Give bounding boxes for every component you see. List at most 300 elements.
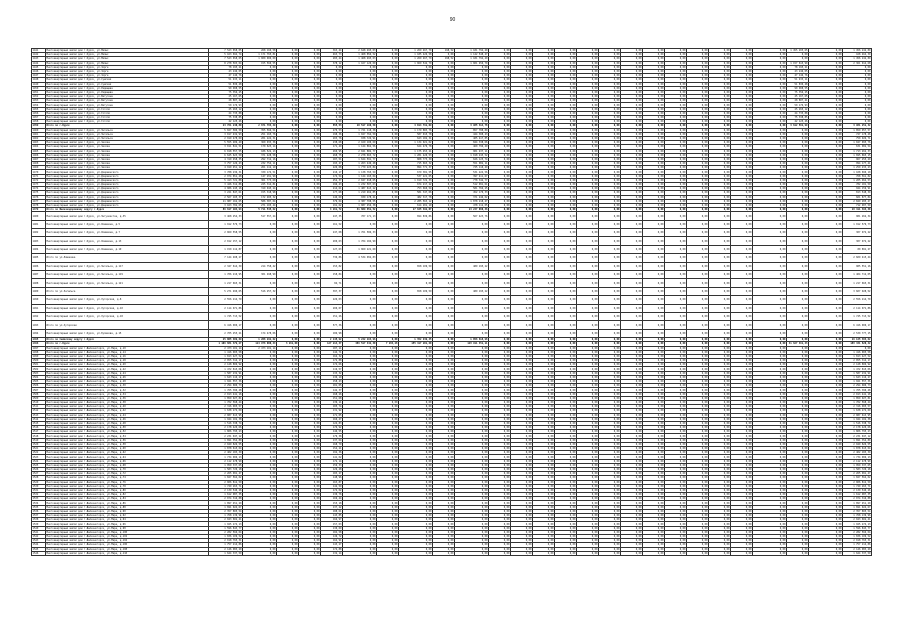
row-number-cell: 1452: [32, 95, 46, 99]
value-cell: 0,00: [599, 421, 621, 425]
value-cell: 0,00: [709, 463, 731, 467]
value-cell: 0,00: [787, 396, 809, 400]
value-cell: 188 431 820,42: [843, 342, 872, 346]
value-cell: 0,00: [709, 262, 731, 270]
value-cell: 1 263 449,48: [343, 162, 377, 166]
value-cell: 0,00: [687, 212, 709, 220]
value-cell: 0,00: [787, 447, 809, 451]
value-cell: 143,27: [321, 543, 343, 547]
value-cell: 0,00: [533, 442, 555, 446]
row-number-cell: 1447: [32, 74, 46, 78]
value-cell: 624 476,78: [399, 145, 433, 149]
value-cell: 0,00: [511, 183, 533, 187]
value-cell: 0,00: [809, 57, 843, 61]
value-cell: 0,00: [709, 367, 731, 371]
value-cell: 0,00: [377, 183, 399, 187]
value-cell: 0,00: [809, 321, 843, 329]
object-name-cell: Многоквартирный жилой дом г.Курск, ул.Гоголя: [46, 116, 209, 120]
value-cell: 0,00: [555, 178, 577, 182]
value-cell: 0,00: [731, 530, 753, 534]
value-cell: 0,00: [299, 132, 321, 136]
value-cell: 0,00: [399, 271, 433, 279]
value-cell: 0,00: [377, 505, 399, 509]
value-cell: 0,00: [687, 78, 709, 82]
value-cell: 0,00: [665, 534, 687, 538]
value-cell: 0,00: [277, 229, 299, 237]
value-cell: 0,00: [433, 400, 455, 404]
value-cell: 0,00: [843, 95, 872, 99]
value-cell: 0,00: [621, 438, 643, 442]
value-cell: 0,00: [643, 271, 665, 279]
value-cell: 0,00: [455, 472, 489, 476]
value-cell: 0,00: [643, 530, 665, 534]
value-cell: 252,37: [321, 178, 343, 182]
value-cell: 0,00: [621, 116, 643, 120]
value-cell: 0,00: [277, 120, 299, 124]
value-cell: 247,35: [321, 212, 343, 220]
value-cell: 0,00: [753, 426, 787, 430]
value-cell: 1 108 690,10: [843, 170, 872, 174]
value-cell: 0,00: [277, 304, 299, 312]
row-number-cell: 1494: [32, 329, 46, 337]
value-cell: 0,00: [511, 476, 533, 480]
value-cell: 0,00: [599, 65, 621, 69]
value-cell: 0,00: [753, 484, 787, 488]
row-number-cell: 1451: [32, 90, 46, 94]
object-name-cell: Итого по ул.Хуторская: [46, 321, 209, 329]
value-cell: 0,00: [489, 78, 511, 82]
value-cell: 2 974 651,48: [209, 174, 243, 178]
value-cell: 0,00: [511, 518, 533, 522]
value-cell: 0,00: [277, 157, 299, 161]
value-cell: 0,00: [787, 480, 809, 484]
value-cell: 0,00: [731, 49, 753, 53]
value-cell: 0,00: [709, 254, 731, 262]
value-cell: 0,00: [643, 128, 665, 132]
value-cell: 0,00: [621, 120, 643, 124]
value-cell: 0,00: [399, 95, 433, 99]
value-cell: 0,00: [455, 480, 489, 484]
value-cell: 0,00: [343, 220, 377, 228]
value-cell: 0,00: [621, 522, 643, 526]
value-cell: 0,00: [731, 145, 753, 149]
row-number-cell: 1457: [32, 116, 46, 120]
value-cell: 0,00: [709, 69, 731, 73]
row-number-cell: 1487: [32, 271, 46, 279]
value-cell: 0,00: [299, 400, 321, 404]
row-number-cell: 1500: [32, 359, 46, 363]
value-cell: 0,00: [731, 467, 753, 471]
value-cell: 0,00: [299, 296, 321, 304]
value-cell: 0,00: [511, 329, 533, 337]
value-cell: 0,00: [489, 493, 511, 497]
value-cell: 2 402 183,39: [209, 451, 243, 455]
value-cell: 0,00: [643, 480, 665, 484]
value-cell: 0,00: [621, 392, 643, 396]
value-cell: 0,00: [377, 438, 399, 442]
value-cell: 0,00: [555, 547, 577, 551]
value-cell: 0,00: [399, 107, 433, 111]
value-cell: 1 859 057,57: [843, 128, 872, 132]
value-cell: 0,00: [433, 371, 455, 375]
value-cell: 0,00: [433, 69, 455, 73]
value-cell: 0,00: [731, 57, 753, 61]
row-number-cell: 1469: [32, 166, 46, 170]
value-cell: 0,00: [753, 191, 787, 195]
value-cell: 0,00: [621, 174, 643, 178]
object-name-cell: Многоквартирный жилой дом г.Курск, ул.Ломакина, д.13: [46, 237, 209, 245]
value-cell: 1 612 987,35: [209, 493, 243, 497]
value-cell: 0,00: [489, 509, 511, 513]
value-cell: 0,00: [687, 413, 709, 417]
value-cell: 174 478,06: [243, 329, 277, 337]
value-cell: 0,00: [577, 359, 599, 363]
value-cell: 0,00: [299, 409, 321, 413]
value-cell: 0,00: [455, 430, 489, 434]
value-cell: 0,00: [665, 145, 687, 149]
value-cell: 0,00: [665, 526, 687, 530]
value-cell: 0,00: [709, 455, 731, 459]
value-cell: 0,00: [731, 338, 753, 342]
value-cell: 2 282 566,04: [209, 530, 243, 534]
value-cell: 460 796,49: [455, 145, 489, 149]
value-cell: 0,00: [577, 338, 599, 342]
value-cell: 0,00: [455, 514, 489, 518]
value-cell: 0,00: [809, 384, 843, 388]
value-cell: 0,00: [377, 359, 399, 363]
value-cell: 0,00: [399, 547, 433, 551]
row-number-cell: 1441: [32, 49, 46, 53]
value-cell: 0,00: [377, 86, 399, 90]
value-cell: 0,00: [555, 78, 577, 82]
object-name-cell: Многоквартирный жилой дом г.Курск, ул.Дзержинского: [46, 187, 209, 191]
value-cell: 0,00: [555, 69, 577, 73]
value-cell: 0,00: [787, 493, 809, 497]
value-cell: 0,00: [731, 488, 753, 492]
value-cell: 0,00: [621, 212, 643, 220]
value-cell: 0,00: [511, 296, 533, 304]
value-cell: 307 972,22: [843, 229, 872, 237]
value-cell: 0,00: [343, 434, 377, 438]
value-cell: 0,00: [731, 199, 753, 203]
value-cell: 0,00: [787, 375, 809, 379]
value-cell: 0,00: [511, 245, 533, 253]
value-cell: 2 087 613,95: [843, 413, 872, 417]
value-cell: 0,00: [433, 99, 455, 103]
value-cell: 0,00: [511, 547, 533, 551]
value-cell: 0,00: [299, 342, 321, 346]
value-cell: 0,00: [511, 136, 533, 140]
value-cell: 0,00: [731, 86, 753, 90]
value-cell: 0,00: [731, 174, 753, 178]
value-cell: 1 416 005,58: [209, 350, 243, 354]
value-cell: 0,00: [455, 271, 489, 279]
value-cell: 0,00: [665, 304, 687, 312]
object-name-cell: Многоквартирный жилой дом г.Курск, ул.Гоголя: [46, 111, 209, 115]
value-cell: 0,00: [731, 522, 753, 526]
value-cell: 0,00: [753, 124, 787, 128]
value-cell: 0,00: [577, 178, 599, 182]
value-cell: 0,00: [399, 505, 433, 509]
value-cell: 0,00: [599, 141, 621, 145]
table-row: [32, 237, 872, 245]
value-cell: 0,00: [489, 321, 511, 329]
value-cell: 0,00: [577, 467, 599, 471]
value-cell: 0,00: [687, 262, 709, 270]
value-cell: 0,00: [243, 497, 277, 501]
value-cell: 0,00: [433, 488, 455, 492]
value-cell: 0,00: [709, 421, 731, 425]
value-cell: 0,00: [643, 455, 665, 459]
value-cell: 0,00: [621, 530, 643, 534]
value-cell: 0,00: [643, 49, 665, 53]
value-cell: 0,00: [577, 434, 599, 438]
value-cell: 0,00: [753, 145, 787, 149]
value-cell: 0,00: [455, 313, 489, 321]
value-cell: 0,00: [377, 543, 399, 547]
value-cell: 2 347 614,39: [209, 262, 243, 270]
value-cell: 0,00: [665, 447, 687, 451]
value-cell: 0,00: [455, 426, 489, 430]
value-cell: 0,00: [455, 78, 489, 82]
value-cell: 0,00: [555, 367, 577, 371]
value-cell: 75 356,25: [209, 90, 243, 94]
value-cell: 0,00: [787, 505, 809, 509]
value-cell: 174,66: [321, 363, 343, 367]
value-cell: 133,32: [321, 371, 343, 375]
value-cell: 0,00: [377, 262, 399, 270]
value-cell: 0,00: [753, 442, 787, 446]
value-cell: 0,00: [533, 132, 555, 136]
value-cell: 0,00: [599, 99, 621, 103]
object-name-cell: Многоквартирный жилой дом г.Железногорск, ул.Мира, д.110: [46, 551, 209, 555]
value-cell: 0,00: [533, 95, 555, 99]
value-cell: 0,00: [599, 455, 621, 459]
value-cell: 0,00: [787, 359, 809, 363]
value-cell: 0,00: [489, 132, 511, 136]
value-cell: 0,00: [377, 195, 399, 199]
value-cell: 0,00: [343, 354, 377, 358]
value-cell: 0,00: [577, 493, 599, 497]
value-cell: 2 556 214,79: [843, 296, 872, 304]
value-cell: 0,00: [731, 178, 753, 182]
value-cell: 0,00: [377, 392, 399, 396]
value-cell: 0,00: [455, 551, 489, 555]
row-number-cell: 1523: [32, 455, 46, 459]
value-cell: 0,00: [277, 405, 299, 409]
value-cell: 0,00: [687, 203, 709, 207]
value-cell: 0,00: [687, 530, 709, 534]
value-cell: 0,00: [555, 426, 577, 430]
value-cell: 0,00: [555, 442, 577, 446]
value-cell: 0,00: [489, 392, 511, 396]
value-cell: 0,00: [809, 430, 843, 434]
value-cell: 0,00: [809, 392, 843, 396]
value-cell: 0,00: [809, 262, 843, 270]
value-cell: 0,00: [687, 61, 709, 65]
value-cell: 0,00: [753, 49, 787, 53]
value-cell: 0,00: [709, 493, 731, 497]
value-cell: 1 643 116,27: [209, 375, 243, 379]
value-cell: 0,00: [665, 547, 687, 551]
value-cell: 0,00: [377, 430, 399, 434]
value-cell: 0,00: [731, 237, 753, 245]
value-cell: 1 217 665,31: [843, 279, 872, 287]
value-cell: 0,00: [243, 493, 277, 497]
value-cell: 0,00: [321, 103, 343, 107]
value-cell: 0,00: [511, 199, 533, 203]
value-cell: 0,00: [399, 472, 433, 476]
value-cell: 0,00: [787, 199, 809, 203]
value-cell: 0,00: [753, 388, 787, 392]
value-cell: 0,00: [511, 153, 533, 157]
value-cell: 0,00: [709, 229, 731, 237]
value-cell: 0,00: [709, 400, 731, 404]
value-cell: 0,00: [643, 430, 665, 434]
value-cell: 0,00: [665, 203, 687, 207]
value-cell: 0,00: [399, 442, 433, 446]
value-cell: 0,00: [489, 329, 511, 337]
value-cell: 1 761 586,33: [343, 229, 377, 237]
value-cell: 75 356,25: [787, 90, 809, 94]
value-cell: 0,00: [511, 208, 533, 212]
value-cell: 124,83: [321, 421, 343, 425]
value-cell: 1 069 542,70: [399, 61, 433, 65]
value-cell: 0,00: [555, 497, 577, 501]
value-cell: 0,00: [555, 434, 577, 438]
row-number-cell: 1442: [32, 53, 46, 57]
value-cell: 0,00: [753, 359, 787, 363]
value-cell: 0,00: [577, 363, 599, 367]
value-cell: 0,00: [731, 187, 753, 191]
value-cell: 0,00: [643, 484, 665, 488]
value-cell: 168,26: [321, 392, 343, 396]
value-cell: 0,00: [489, 434, 511, 438]
value-cell: 0,00: [731, 459, 753, 463]
value-cell: 0,00: [555, 166, 577, 170]
value-cell: 0,00: [621, 476, 643, 480]
value-cell: 0,00: [599, 417, 621, 421]
value-cell: 0,00: [533, 296, 555, 304]
object-name-cell: Многоквартирный жилой дом г.Железногорск, ул.Мира, д.48: [46, 421, 209, 425]
object-name-cell: Многоквартирный жилой дом г.Курск, ул.Ватутина: [46, 103, 209, 107]
value-cell: 114 976 000,44: [243, 342, 277, 346]
value-cell: 0,00: [489, 178, 511, 182]
value-cell: 0,00: [555, 400, 577, 404]
value-cell: 0,00: [665, 296, 687, 304]
value-cell: 0,00: [511, 493, 533, 497]
value-cell: 0,00: [665, 388, 687, 392]
value-cell: 0,00: [433, 103, 455, 107]
value-cell: 42 125,46: [209, 120, 243, 124]
value-cell: 0,00: [731, 543, 753, 547]
value-cell: 981 262,34: [843, 212, 872, 220]
value-cell: 225 314,81: [243, 183, 277, 187]
value-cell: 0,00: [399, 74, 433, 78]
table-row: [32, 304, 872, 312]
value-cell: 0,00: [787, 509, 809, 513]
value-cell: 0,00: [455, 392, 489, 396]
value-cell: 0,00: [555, 132, 577, 136]
object-name-cell: Многоквартирный жилой дом г.Железногорск, ул.Мира, д.80: [46, 488, 209, 492]
value-cell: 0,00: [489, 363, 511, 367]
value-cell: 0,00: [377, 451, 399, 455]
value-cell: 0,00: [787, 367, 809, 371]
value-cell: 0,00: [299, 191, 321, 195]
value-cell: 0,00: [299, 53, 321, 57]
object-name-cell: Многоквартирный жилой дом г.Курск, ул.Ломакина, д.5: [46, 220, 209, 228]
value-cell: 238,68: [321, 141, 343, 145]
value-cell: 0,00: [377, 350, 399, 354]
value-cell: 0,00: [687, 501, 709, 505]
value-cell: 0,00: [809, 405, 843, 409]
value-cell: 0,00: [621, 199, 643, 203]
value-cell: 0,00: [511, 467, 533, 471]
value-cell: 0,00: [433, 497, 455, 501]
row-number-cell: 1458: [32, 120, 46, 124]
value-cell: 0,00: [277, 195, 299, 199]
value-cell: 0,00: [555, 551, 577, 555]
value-cell: 0,00: [577, 501, 599, 505]
value-cell: 51 433,11: [787, 78, 809, 82]
value-cell: 5 163 694,74: [209, 53, 243, 57]
value-cell: 360 933,36: [243, 141, 277, 145]
value-cell: 0,00: [455, 359, 489, 363]
value-cell: 0,00: [621, 447, 643, 451]
value-cell: 0,00: [433, 539, 455, 543]
value-cell: 0,00: [577, 534, 599, 538]
table-row: [32, 245, 872, 253]
value-cell: 1 925 274,13: [843, 522, 872, 526]
value-cell: 25 265,12: [209, 107, 243, 111]
value-cell: 0,00: [599, 413, 621, 417]
value-cell: 0,00: [599, 313, 621, 321]
value-cell: 1 702 568,44: [843, 400, 872, 404]
value-cell: 631 082,54: [843, 145, 872, 149]
value-cell: 0,00: [343, 467, 377, 471]
value-cell: 0,00: [599, 480, 621, 484]
value-cell: 0,00: [343, 90, 377, 94]
value-cell: 0,00: [809, 162, 843, 166]
value-cell: 0,00: [533, 103, 555, 107]
value-cell: 0,00: [709, 157, 731, 161]
value-cell: 0,00: [709, 539, 731, 543]
value-cell: 894 771,37: [399, 166, 433, 170]
value-cell: 0,00: [843, 99, 872, 103]
value-cell: 0,00: [455, 434, 489, 438]
value-cell: 0,00: [621, 371, 643, 375]
row-number-cell: 1481: [32, 220, 46, 228]
value-cell: 0,00: [687, 120, 709, 124]
value-cell: 0,00: [399, 463, 433, 467]
value-cell: 0,00: [299, 237, 321, 245]
value-cell: 0,00: [687, 447, 709, 451]
value-cell: 0,00: [753, 543, 787, 547]
value-cell: 0,00: [643, 65, 665, 69]
value-cell: 857 788,80: [455, 128, 489, 132]
value-cell: 0,00: [399, 120, 433, 124]
value-cell: 0,00: [511, 124, 533, 128]
value-cell: 0,00: [455, 346, 489, 350]
value-cell: 0,00: [343, 405, 377, 409]
value-cell: 0,00: [511, 409, 533, 413]
value-cell: 0,00: [533, 254, 555, 262]
value-cell: 0,00: [809, 145, 843, 149]
value-cell: 0,00: [399, 400, 433, 404]
value-cell: 0,00: [599, 199, 621, 203]
value-cell: 0,00: [809, 120, 843, 124]
value-cell: 0,00: [511, 338, 533, 342]
